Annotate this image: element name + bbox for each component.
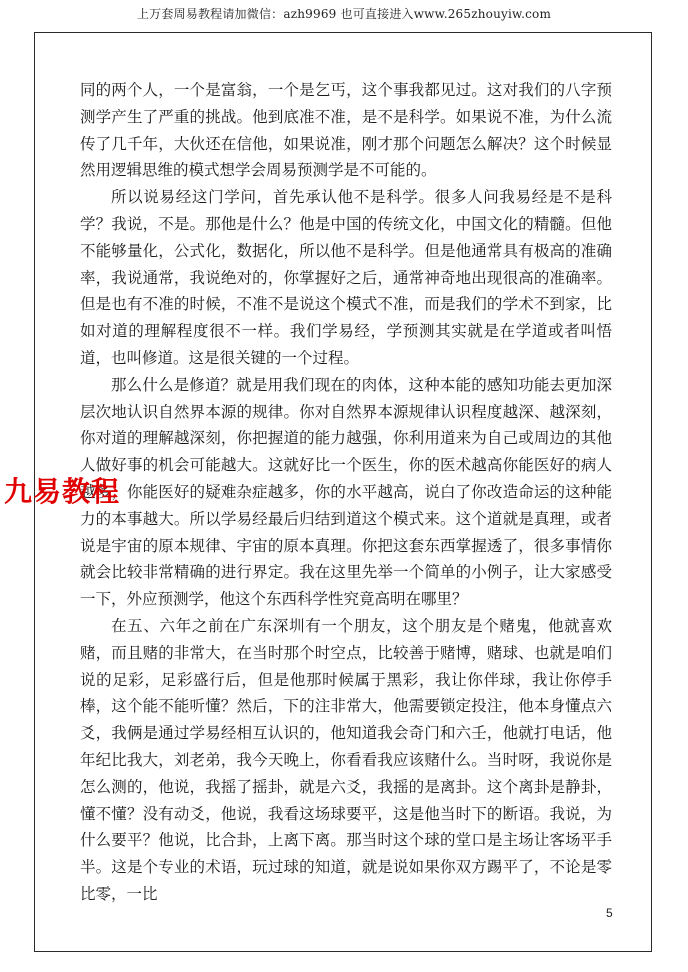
page-number: 5 xyxy=(606,906,613,920)
watermark-logo: 九易教程 xyxy=(4,475,121,508)
paragraph-3: 那么什么是修道？就是用我们现在的肉体，这种本能的感知功能去更加深层次地认识自然界本源的规律。你对自然界本源规律认识程度越深、越深刻，你对道的理解越深刻，你把握道的能力越强，你利用道来为自己或周边的其他人做好事的机会可能越大。这就好比一个医生，你的医术越高你能医好的病人越多，你能医好的疑难杂症越多，你的水平越高，说白了你改造命运的这种能力的本事越大。所以学易经最后归结到道这个模式来。这个道就是真理，或者说是宇宙的原本规律、宇宙的原本真理。你把这套东西掌握透了，很多事情你就会比较非常精确的进行界定。我在这里先举一个简单的小例子，让大家感受一下，外应预测学，他这个东西科学性究竟高明在哪里？ xyxy=(80,375,612,609)
paragraph-2: 所以说易经这门学问，首先承认他不是科学。很多人问我易经是不是科学？我说，不是。那他是什么？他是中国的传统文化，中国文化的精髓。但他不能够量化，公式化，数据化，所以他不是科学。但是他通常具有极高的准确率，我说通常，我说绝对的，你掌握好之后，通常神奇地出现很高的准确率。但是也有不准的时候，不准不是说这个模式不准，而是我们的学术不到家，比如对道的理解程度很不一样。我们学易经，学预测其实就是在学道或者叫悟道，也叫修道。这是很关键的一个过程。 xyxy=(80,188,612,367)
document-body xyxy=(80,77,612,908)
paragraph-4: 在五、六年之前在广东深圳有一个朋友，这个朋友是个赌鬼，他就喜欢赌，而且赌的非常大，在当时那个时空点，比较善于赌博，赌球、也就是咱们说的足彩，足彩盛行后，但是他那时候属于黑彩，我让你伴球，我让你停手棒，这个能不能听懂？然后，下的注非常大，他需要锁定投注，他本身懂点六爻，我俩是通过学易经相互认识的，他知道我会奇门和六壬，他就打电话，他年纪比我大，刘老弟，我今天晚上，你看看我应该赌什么。当时呀，我说你是怎么测的，他说，我摇了摇卦，就是六爻，我摇的是离卦。这个离卦是静卦，懂不懂？没有动爻，他说，我看这场球要平，这是他当时下的断语。我说，为什么要平？他说，比合卦，上离下离。那当时这个球的堂口是主场让客场平手半。这是个专业的术语，玩过球的知道，就是说如果你双方踢平了，不论是零比零，一比 xyxy=(80,616,612,903)
paragraph-1: 同的两个人，一个是富翁，一个是乞丐，这个事我都见过。这对我们的八字预测学产生了严重的挑战。他到底准不准，是不是科学。如果说不准，为什么流传了几千年，大伙还在信他，如果说准，刚才那个问题怎么解决？这个时候显然用逻辑思维的模式想学会周易预测学是不可能的。 xyxy=(80,81,612,180)
page-header: 上万套周易教程请加微信：azh9969 也可直接进入www.265zhouyiw.com xyxy=(136,7,552,21)
